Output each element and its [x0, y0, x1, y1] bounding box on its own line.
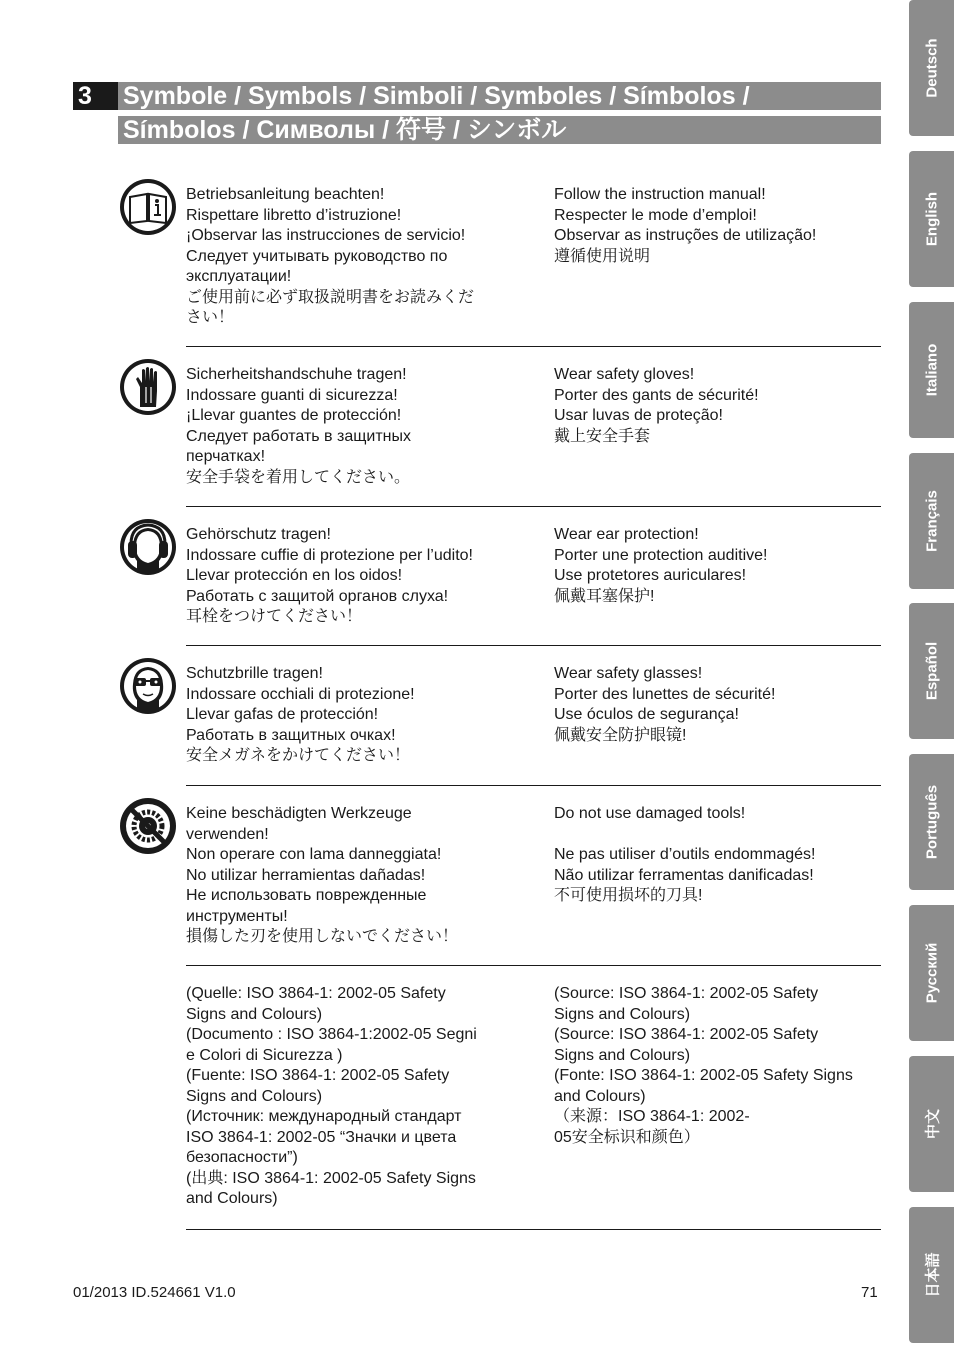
tab-russian[interactable]: [909, 905, 954, 1041]
row-text-right: Wear ear protection! Porter une protection auditive! Use protetores auriculares! 佩戴耳塞保护!: [554, 526, 768, 605]
tab-japanese[interactable]: [909, 1207, 954, 1343]
tab-english[interactable]: [909, 151, 954, 287]
divider: [186, 965, 881, 966]
row-text-left: Schutzbrille tragen! Indossare occhiali di protezione! Llevar gafas de protección! Работать в защитных очках! 安全メガネをかけてください！: [186, 665, 415, 764]
tab-portugues[interactable]: [909, 754, 954, 890]
no-damaged-tools-icon: [118, 796, 178, 856]
tab-label: Français: [923, 490, 940, 552]
tab-deutsch[interactable]: [909, 0, 954, 136]
row-text-right: Follow the instruction manual! Respecter le mode d’emploi! Observar as instruções de utilização! 遵循使用说明: [554, 186, 817, 265]
section-title-line1: Symbole / Symbols / Simboli / Symboles / Símbolos /: [118, 82, 881, 110]
tab-label: Русский: [923, 942, 940, 1004]
tab-label: 中文: [924, 1108, 941, 1140]
tab-label: Deutsch: [923, 38, 940, 98]
safety-gloves-icon: [118, 357, 178, 417]
tab-francais[interactable]: [909, 453, 954, 589]
row-text-right: Do not use damaged tools! Ne pas utiliser d’outils endommagés! Não utilizar ferramentas danificadas! 不可使用损坏的刀具!: [554, 805, 816, 904]
divider: [186, 506, 881, 507]
footer-doc-id: 01/2013 ID.524661 V1.0: [73, 1284, 236, 1301]
row-text-left: Betriebsanleitung beachten! Rispettare libretto d’istruzione! ¡Observar las instrucciones de servicio! Следует учитывать руководство по эксплуатации! ご使用前に必ず取扱説明書をお読みくだ さい！: [186, 186, 475, 326]
tab-label: English: [923, 191, 940, 247]
tab-italiano[interactable]: [909, 302, 954, 438]
source-text-left: (Quelle: ISO 3864-1: 2002-05 Safety Signs and Colours) (Documento : ISO 3864-1:2002-05 Segni e Colori di Sicurezza ) (Fuente: ISO 3864-1: 2002-05 Safety Signs and Colours) (Источник: международный стандарт ISO 3864-1: 2002-05 “Значки и цвета безопасности”) (出典: ISO 3864-1: 2002-05 Safety Signs and Colours): [186, 985, 477, 1207]
tab-chinese[interactable]: [909, 1056, 954, 1192]
divider: [186, 346, 881, 347]
tab-label: Português: [923, 784, 940, 860]
row-text-left: Sicherheitshandschuhe tragen! Indossare guanti di sicurezza! ¡Llevar guantes de protección! Следует работать в защитных перчатках! 安全手袋を着用してください。: [186, 366, 411, 486]
divider: [186, 1229, 881, 1230]
source-text-right: (Source: ISO 3864-1: 2002-05 Safety Signs and Colours) (Source: ISO 3864-1: 2002-05 Safety Signs and Colours) (Fonte: ISO 3864-1: 2002-05 Safety Signs and Colours) （来源：ISO 3864-1: 2002- 05安全标识和颜色）: [554, 985, 853, 1146]
tab-label: Italiano: [923, 343, 940, 397]
tab-espanol[interactable]: [909, 603, 954, 739]
manual-icon: [118, 177, 178, 237]
section-number: 3: [73, 82, 118, 110]
section-title-line2: Símbolos / Символы / 符号 / シンボル: [118, 116, 881, 144]
row-text-left: Keine beschädigten Werkzeuge verwenden! Non operare con lama danneggiata! No utilizar herramientas dañadas! Не использовать поврежденные инструменты! 損傷した刃を使用しないでください！: [186, 805, 459, 945]
tab-label: 日本語: [924, 1252, 941, 1298]
divider: [186, 645, 881, 646]
ear-protection-icon: [118, 517, 178, 577]
page-number: 71: [861, 1284, 878, 1301]
safety-glasses-icon: [118, 656, 178, 716]
divider: [186, 785, 881, 786]
row-text-right: Wear safety gloves! Porter des gants de sécurité! Usar luvas de proteção! 戴上安全手套: [554, 366, 759, 445]
row-text-left: Gehörschutz tragen! Indossare cuffie di protezione per l’udito! Llevar protección en los oidos! Работать с защитой органов слуха! 耳栓をつけてください！: [186, 526, 473, 625]
row-text-right: Wear safety glasses! Porter des lunettes de sécurité! Use óculos de segurança! 佩戴安全防护眼镜!: [554, 665, 776, 744]
tab-label: Español: [923, 641, 940, 701]
